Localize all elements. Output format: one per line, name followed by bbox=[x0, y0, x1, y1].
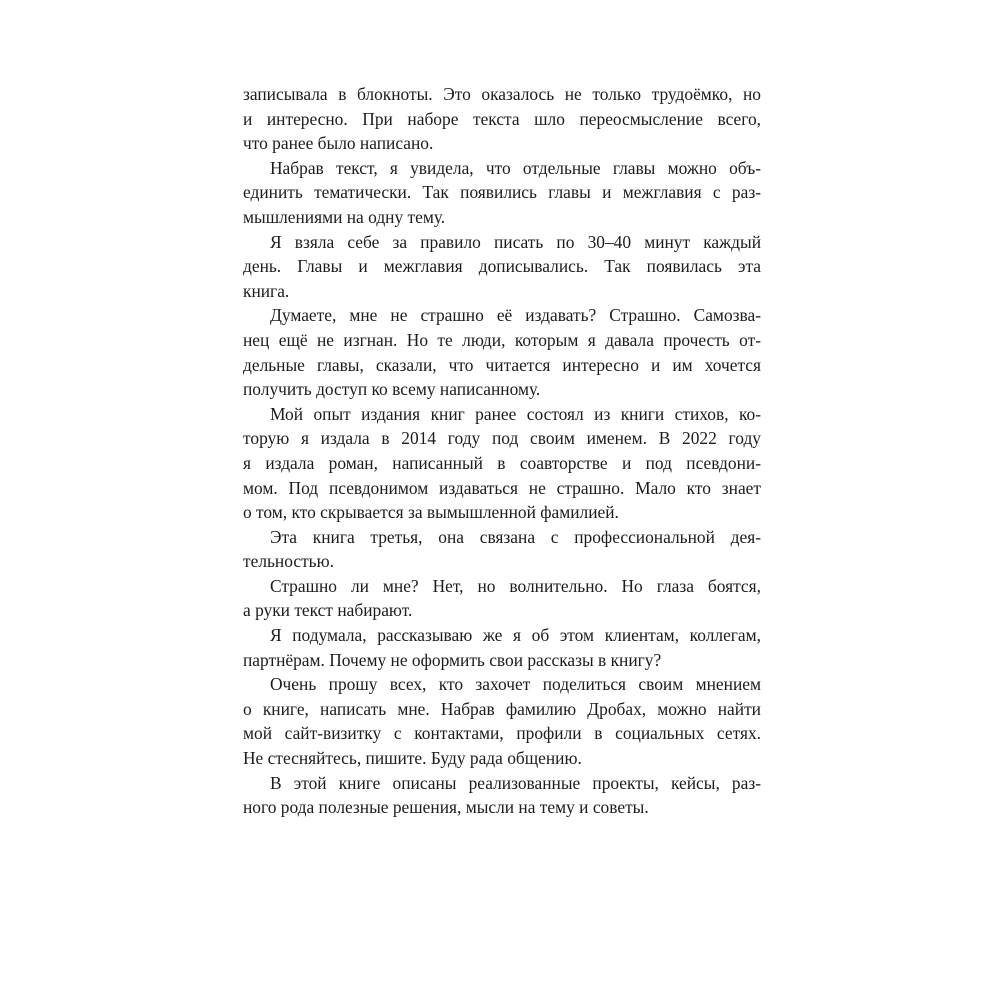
text-line: мом. Под псевдонимом издаваться не страшно. Мало кто знает bbox=[243, 477, 761, 498]
text-line: о книге, написать мне. Набрав фамилию Дробах, можно найти bbox=[243, 698, 761, 719]
paragraph bbox=[243, 672, 761, 770]
text-line: Мой опыт издания книг ранее состоял из книги стихов, ко- bbox=[270, 403, 761, 424]
text-line: мой сайт-визитку с контактами, профили в социальных сетях. bbox=[243, 723, 761, 744]
text-line: мышлениями на одну тему. bbox=[243, 206, 446, 227]
text-line: тельностью. bbox=[243, 551, 334, 572]
text-line: Я подумала, рассказываю же я об этом клиентам, коллегам, bbox=[270, 625, 761, 646]
text-line: партнёрам. Почему не оформить свои рассказы в книгу? bbox=[243, 649, 662, 670]
paragraph bbox=[243, 623, 761, 672]
text-line: я издала роман, написанный в соавторстве и под псевдони- bbox=[243, 452, 761, 473]
paragraph bbox=[243, 402, 761, 525]
text-line: ного рода полезные решения, мысли на тему и советы. bbox=[243, 797, 649, 818]
text-line: книга. bbox=[243, 280, 290, 301]
text-line: Думаете, мне не страшно её издавать? Страшно. Самозва- bbox=[270, 305, 761, 326]
text-line: Я взяла себе за правило писать по 30–40 минут каждый bbox=[270, 231, 761, 252]
body-text bbox=[243, 82, 761, 820]
paragraph bbox=[243, 574, 761, 623]
text-line: что ранее было написано. bbox=[243, 133, 434, 154]
paragraph bbox=[243, 303, 761, 401]
text-line: единить тематически. Так появились главы и межглавия с раз- bbox=[243, 182, 761, 203]
text-line: В этой книге описаны реализованные проекты, кейсы, раз- bbox=[270, 772, 761, 793]
paragraph bbox=[243, 156, 761, 230]
text-line: Страшно ли мне? Нет, но волнительно. Но глаза боятся, bbox=[270, 575, 761, 596]
text-line: Набрав текст, я увидела, что отдельные главы можно объ- bbox=[270, 157, 761, 178]
text-line: и интересно. При наборе текста шло переосмысление всего, bbox=[243, 108, 761, 129]
paragraph bbox=[243, 771, 761, 820]
text-line: Очень прошу всех, кто захочет поделиться своим мнением bbox=[270, 674, 761, 695]
paragraph bbox=[243, 82, 761, 156]
text-line: дельные главы, сказали, что читается интересно и им хочется bbox=[243, 354, 761, 375]
text-line: торую я издала в 2014 году под своим именем. В 2022 году bbox=[243, 428, 761, 449]
text-line: Эта книга третья, она связана с профессиональной дея- bbox=[270, 526, 761, 547]
text-line: Не стесняйтесь, пишите. Буду рада общению. bbox=[243, 748, 582, 769]
text-line: день. Главы и межглавия дописывались. Так появилась эта bbox=[243, 256, 761, 277]
text-line: получить доступ ко всему написанному. bbox=[243, 379, 541, 400]
text-line: о том, кто скрывается за вымышленной фамилией. bbox=[243, 502, 619, 523]
paragraph bbox=[243, 230, 761, 304]
paragraph bbox=[243, 525, 761, 574]
text-line: записывала в блокноты. Это оказалось не только трудоёмко, но bbox=[243, 84, 761, 104]
text-line: нец ещё не изгнан. Но те люди, которым я давала прочесть от- bbox=[243, 329, 761, 350]
text-line: а руки текст набирают. bbox=[243, 600, 413, 621]
